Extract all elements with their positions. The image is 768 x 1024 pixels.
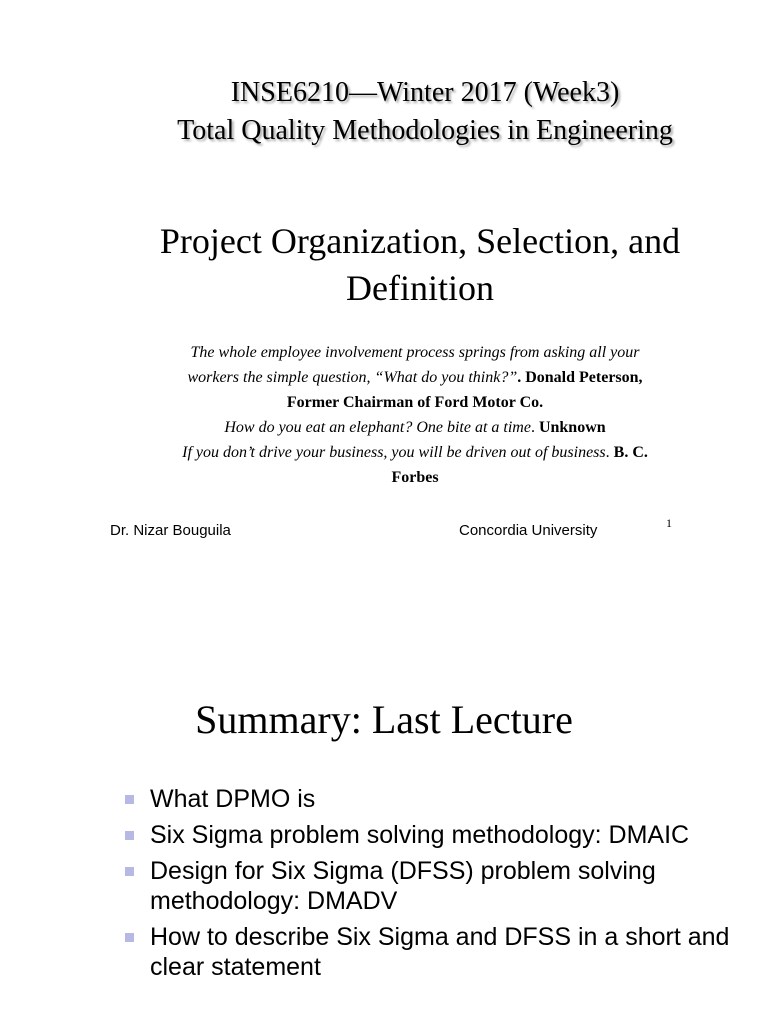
footer-university: Concordia University <box>459 522 598 539</box>
footer-author: Dr. Nizar Bouguila <box>110 522 231 539</box>
quote-1-line-1 <box>0 340 768 365</box>
quote-2-punct: . <box>530 419 539 436</box>
slide-title-line-1: Project Organization, Selection, and <box>159 221 681 261</box>
slide-title <box>0 218 768 312</box>
quote-1-punct: . <box>517 369 526 386</box>
course-line-1: INSE6210—Winter 2017 (Week3) <box>230 77 620 108</box>
quote-3-text: If you don’t drive your business, you will be driven out of business <box>182 444 606 461</box>
square-bullet-icon <box>125 831 134 840</box>
quote-2-author: Unknown <box>538 419 606 436</box>
quote-2-text: How do you eat an elephant? One bite at a time <box>224 419 531 436</box>
course-header <box>0 74 768 150</box>
quote-3-line-2 <box>0 465 768 490</box>
quote-1-line-3 <box>0 390 768 415</box>
quote-1-line-2 <box>0 365 768 390</box>
quotes-block <box>0 340 768 490</box>
quote-3-punct: . <box>605 444 614 461</box>
course-line-2: Total Quality Methodologies in Engineering <box>177 115 673 146</box>
summary-bullet-list <box>125 784 745 988</box>
quote-1-author-2: Former Chairman of Ford Motor Co. <box>286 394 544 411</box>
list-item <box>125 784 745 814</box>
square-bullet-icon <box>125 867 134 876</box>
bullet-text: What DPMO is <box>150 785 316 813</box>
slide-title-line-2: Definition <box>346 268 494 308</box>
square-bullet-icon <box>125 795 134 804</box>
quote-1-text-2: workers the simple question, “What do you think?” <box>187 369 518 386</box>
list-item <box>125 820 745 850</box>
bullet-text: How to describe Six Sigma and DFSS in a short and clear statement <box>150 923 730 981</box>
slide-2 <box>0 576 768 1024</box>
bullet-text: Design for Six Sigma (DFSS) problem solving methodology: DMADV <box>150 857 656 915</box>
quote-2-line <box>0 415 768 440</box>
quote-3-line-1 <box>0 440 768 465</box>
quote-3-author-2: Forbes <box>391 469 439 486</box>
list-item <box>125 922 745 982</box>
bullet-text: Six Sigma problem solving methodology: DMAIC <box>150 821 690 849</box>
list-item <box>125 856 745 916</box>
quote-3-author-1: B. C. <box>613 444 648 461</box>
summary-title: Summary: Last Lecture <box>195 697 573 742</box>
square-bullet-icon <box>125 933 134 942</box>
quote-1-author-1: Donald Peterson, <box>525 369 643 386</box>
quote-1-text-1: The whole employee involvement process springs from asking all your <box>190 344 640 361</box>
slide-number: 1 <box>666 516 672 530</box>
